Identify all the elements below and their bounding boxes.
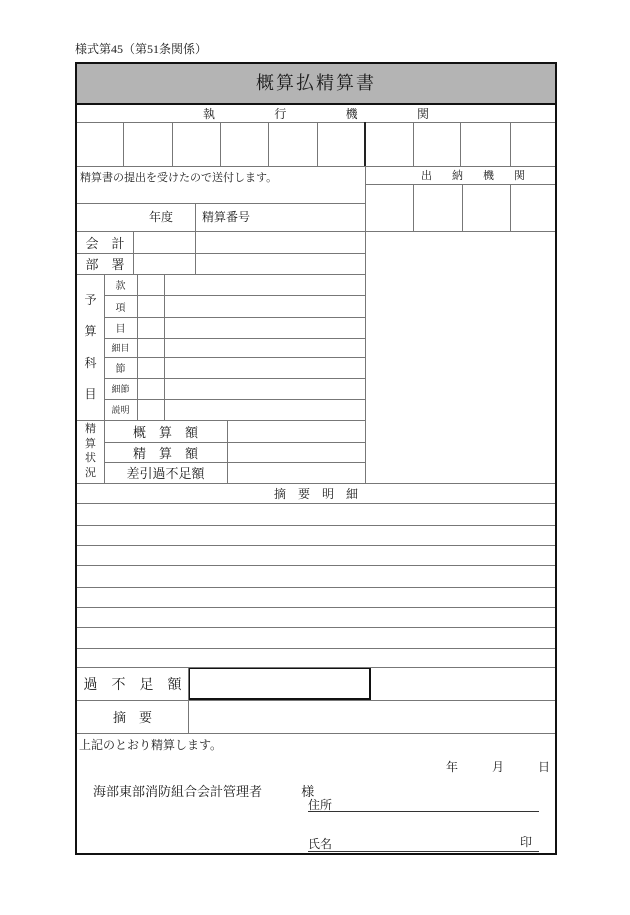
- name-input-line[interactable]: [308, 835, 539, 852]
- settlement-side-char: 状: [85, 452, 96, 465]
- notice-text: 精算書の提出を受けたので送付します。: [80, 172, 278, 184]
- estimated-amount-label: 概 算 額: [132, 424, 198, 440]
- date-day-label: 日: [537, 759, 550, 774]
- form-number-label: 様式第45（第51条関係）: [75, 42, 208, 56]
- detail-row[interactable]: [77, 607, 555, 627]
- budget-row-input[interactable]: [137, 317, 365, 338]
- budget-side-char: 算: [84, 324, 97, 339]
- department-label: 部 署: [85, 257, 125, 272]
- grid-line: [77, 253, 365, 254]
- grid-line: [510, 122, 511, 166]
- account-label: 会 計: [85, 235, 125, 251]
- budget-row-label: 細節: [111, 384, 130, 394]
- grid-line: [104, 295, 365, 296]
- balance-amount-input[interactable]: [227, 462, 365, 483]
- stamp-area[interactable]: [365, 231, 555, 483]
- grid-line: [77, 525, 555, 526]
- address-input-line[interactable]: [308, 796, 539, 812]
- budget-row-input[interactable]: [137, 274, 365, 295]
- treasury-agency-char: 関: [514, 170, 525, 182]
- detail-row[interactable]: [77, 627, 555, 648]
- details-header: 摘 要 明 細: [273, 486, 358, 501]
- treasury-agency-char: 機: [483, 170, 494, 182]
- addressee-honorific: 様: [301, 784, 315, 799]
- detail-row[interactable]: [77, 587, 555, 607]
- account-input-cell[interactable]: [133, 231, 365, 253]
- date-year-label: 年: [446, 759, 459, 774]
- seal-label: 印: [519, 835, 532, 849]
- grid-line: [137, 274, 138, 420]
- form-title: 概算払精算書: [256, 73, 376, 93]
- grid-line: [77, 587, 555, 588]
- grid-line: [365, 166, 366, 483]
- budget-side-char: 科: [84, 355, 97, 370]
- treasury-agency-char: 納: [452, 170, 463, 182]
- budget-row-label: 項: [115, 302, 126, 314]
- grid-line: [77, 122, 555, 123]
- excess-deficiency-label: 過 不 足 額: [83, 677, 182, 693]
- grid-line: [77, 274, 365, 275]
- detail-row[interactable]: [77, 525, 555, 545]
- budget-row-label: 目: [115, 324, 126, 335]
- executing-agency-char: 機: [345, 107, 358, 121]
- addressee-line: [93, 781, 314, 800]
- grid-line: [104, 274, 105, 483]
- grid-line: [77, 420, 365, 421]
- grid-line: [77, 545, 555, 546]
- grid-line: [164, 274, 165, 420]
- grid-line: [195, 203, 196, 231]
- detail-row[interactable]: [77, 545, 555, 565]
- budget-side-char: 予: [84, 292, 97, 307]
- fiscal-year-label: 年度: [148, 210, 173, 224]
- executing-agency-header: [203, 105, 429, 122]
- budget-row-input[interactable]: [137, 357, 365, 378]
- grid-line: [104, 357, 365, 358]
- name-label: 氏名: [308, 837, 333, 851]
- budget-row-input[interactable]: [137, 338, 365, 357]
- grid-line: [77, 483, 555, 484]
- remarks-label: 摘 要: [112, 710, 152, 725]
- grid-line: [104, 317, 365, 318]
- settlement-side-char: 算: [85, 437, 96, 450]
- estimated-amount-input[interactable]: [227, 420, 365, 442]
- settled-amount-label: 精 算 額: [132, 445, 198, 461]
- settlement-number-label: 精算番号: [202, 210, 251, 224]
- grid-line: [462, 184, 463, 231]
- grid-line: [188, 667, 189, 733]
- fiscal-year-cell[interactable]: [77, 203, 195, 231]
- date-fields[interactable]: [446, 758, 550, 774]
- grid-line: [123, 122, 124, 166]
- settled-amount-input[interactable]: [227, 442, 365, 462]
- grid-line: [77, 166, 555, 167]
- form-title-bar: [77, 64, 555, 105]
- budget-side-char: 目: [84, 387, 97, 402]
- grid-line: [77, 627, 555, 628]
- grid-line: [104, 442, 365, 443]
- grid-line: [77, 607, 555, 608]
- grid-line: [364, 122, 366, 166]
- grid-line: [365, 184, 555, 185]
- grid-line: [104, 399, 365, 400]
- detail-row[interactable]: [77, 565, 555, 587]
- declaration-text: 上記のとおり精算します。: [79, 738, 223, 752]
- budget-row-input[interactable]: [137, 399, 365, 420]
- grid-line: [104, 378, 365, 379]
- address-label: 住所: [308, 798, 333, 812]
- budget-row-label: 節: [115, 364, 126, 375]
- grid-line: [104, 462, 365, 463]
- executing-agency-char: 行: [274, 107, 287, 121]
- settlement-form: [75, 62, 557, 855]
- grid-line: [413, 184, 414, 231]
- grid-line: [133, 231, 134, 274]
- grid-line: [77, 700, 555, 701]
- grid-line: [77, 503, 555, 504]
- budget-row-label: 細目: [111, 343, 130, 353]
- grid-line: [317, 122, 318, 166]
- settlement-number-cell[interactable]: [195, 203, 365, 231]
- grid-line: [77, 231, 555, 232]
- grid-line: [172, 122, 173, 166]
- grid-line: [413, 122, 414, 166]
- detail-row[interactable]: [77, 648, 555, 667]
- budget-section-label: [77, 274, 104, 420]
- executing-agency-char: 執: [203, 107, 216, 121]
- date-month-label: 月: [491, 759, 504, 774]
- detail-row[interactable]: [77, 503, 555, 525]
- grid-line: [77, 203, 365, 204]
- excess-deficiency-amount-box[interactable]: [188, 667, 371, 700]
- grid-line: [77, 565, 555, 566]
- grid-line: [268, 122, 269, 166]
- settlement-side-char: 況: [85, 467, 96, 480]
- treasury-agency-cells[interactable]: [365, 184, 555, 231]
- department-input-cell[interactable]: [133, 253, 365, 274]
- grid-line: [195, 231, 196, 274]
- treasury-agency-header: [421, 166, 525, 184]
- settlement-side-char: 精: [85, 422, 96, 435]
- balance-amount-label: 差引過不足額: [126, 466, 205, 481]
- budget-row-input[interactable]: [137, 295, 365, 317]
- budget-row-label: 説明: [111, 405, 130, 415]
- grid-line: [460, 122, 461, 166]
- grid-line: [77, 733, 555, 734]
- settlement-status-section-label: [77, 420, 104, 483]
- executing-agency-char: 関: [416, 107, 429, 121]
- budget-row-label: 款: [115, 281, 126, 292]
- treasury-agency-char: 出: [421, 170, 432, 182]
- executing-agency-cells[interactable]: [77, 122, 555, 166]
- addressee-name: 海部東部消防組合会計管理者: [93, 784, 263, 799]
- grid-line: [77, 648, 555, 649]
- grid-line: [77, 667, 555, 668]
- grid-line: [104, 338, 365, 339]
- grid-line: [510, 184, 511, 231]
- grid-line: [227, 420, 228, 483]
- grid-line: [220, 122, 221, 166]
- budget-row-input[interactable]: [137, 378, 365, 399]
- remarks-input-cell[interactable]: [188, 700, 555, 733]
